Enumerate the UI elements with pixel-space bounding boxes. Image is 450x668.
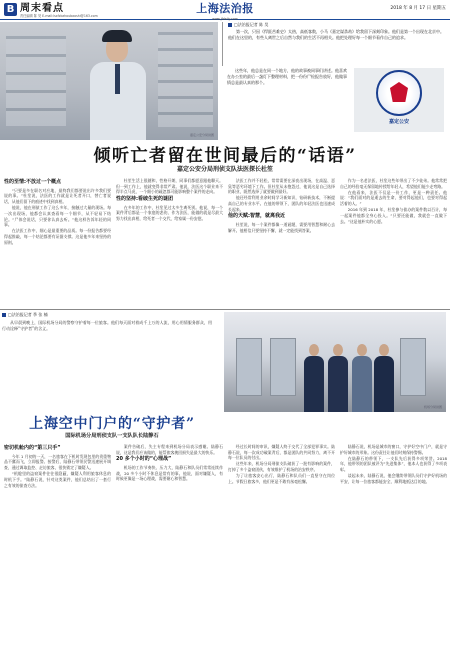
reporter-byline: □法治报记者 季 张 楠: [2, 312, 48, 318]
paragraph: 谈起未来，陆静石说，他会继续带领队员们守护好机场的平安，让每一位旅客都能安全、顺利地抵达目的地。: [340, 473, 447, 484]
paragraph: 为了让旅客安心出行，陆静石和队员们一直坚守在岗位上。节假日旅客多，他们更是不敢有丝毫松懈。: [228, 473, 335, 484]
article-column-1: [4, 178, 111, 328]
section-title: 周末看点: [20, 3, 64, 14]
section-heading: 性的坚持:看破生死的谜团: [116, 195, 174, 202]
paragraph: 作为一名老法医，杜笙这些年带出了不少徒弟。他常常把自己的经验毫无保留地传授给年轻人，希望他们能少走弯路。: [340, 178, 447, 189]
paragraph: 经过长时间的审讯，嫌疑人终于交代了全部犯罪事实。陆静石说，每一次成功破案背后，都是团队的共同努力，离不开每一位队员的付出。: [228, 444, 335, 461]
article-column-3: [228, 178, 335, 328]
photo-credit: 嘉定公安分局供图: [189, 132, 214, 137]
article-column-2: [116, 444, 223, 666]
masthead: [0, 0, 450, 20]
paragraph: 在法医工作中，细心是最重要的品质。每一份报告都要经得起推敲，每一个结论都要有证据支撑。这是他多年来坚持的原则。: [4, 228, 111, 245]
intro-box: [222, 22, 446, 66]
officer-figure: [88, 30, 148, 140]
paragraph: 在陆静石的带领下，一支队先后获得多项荣誉。2018 年，他带领的团队被评为“先进集体”，他本人也获得了多项表彰。: [340, 455, 447, 473]
photo-bookshelf: [6, 36, 66, 126]
paragraph: 在多年的工作中，杜笙见过太多生离死别。他说，每一个案件背后都是一个家庭的悲伤，作为法医，能做的就是尽最大努力找出真相，给死者一个交代，给家属一份安慰。: [116, 204, 223, 222]
intro-text: 从早晨到晚上，国际机场分局的警察守护着每一位旅客。他们每天面对着成千上万的人流，用心用情服务群众，用行动诠释“守护者”的含义。: [2, 320, 212, 331]
photo-credit: 机场分局供图: [423, 404, 442, 409]
paragraph: 陆静石说，机场是城市的窗口，守护好空中门户，就是守护好城市的形象。这份责任让他们时刻保持警惕。: [340, 444, 447, 455]
paragraph: 这些年来，机场分局刑侦支队破获了一批有影响的案件，打掉了多个盗窃团伙，有效维护了机场的治安秩序。: [228, 461, 335, 473]
headline: 倾听亡者留在世间最后的“话语”: [93, 146, 357, 166]
article-divider: [0, 309, 450, 310]
article-column-2: [116, 178, 223, 328]
website-link[interactable]: www.jfdaily.com: [212, 16, 238, 21]
subheadline: 嘉定公安分局刑侦支队法医探长杜笙: [176, 166, 273, 173]
airport-photo: [224, 312, 446, 412]
reporter-byline: □法治报记者 陈 昊: [228, 22, 446, 28]
officer-photo: [0, 22, 218, 140]
intro-aside: 这些年，他总是在同一个地方，他的故事被同事们讲述。他喜欢在办公室的最后一盏灯下整理材料，把一份份尸检报告放好，他做事情总是最认真的那个。: [227, 68, 347, 85]
article-column-3: [228, 444, 335, 666]
intro-text: 第一次，只因《悍匪苦难史》太热，高低客数，小马《嘉定谋杀劫》给我留下深刻印象。他们是第一个出现在北京中。他们在这里的，有些人离世之后自然与我们的生活不再相关。他把处理好每一个细节看作自己的追求。: [228, 28, 444, 40]
section-heading: 他的天赋:智慧，就离我近: [228, 213, 286, 220]
headline: 上海空中门户的“守护者”: [29, 416, 195, 432]
newspaper-brand: [185, 1, 265, 22]
paragraph: 机场的工作节奏快、压力大，陆静石和队员们常常连续作战，20 多个小时不休息是常有的事。他说，面对嫌疑人，有时候更像是一场心理战，需要耐心和智慧。: [116, 465, 223, 482]
section-header: [4, 2, 154, 18]
editors-line: 责任编辑 陈 昊 E-mail:lsxfzbzhoubaoshi@163.com: [20, 14, 98, 18]
subheadline: 国际机场分局刑侦支队一支队队长陆静石: [65, 433, 159, 439]
paragraph: 法医工作并不轻松，常常需要在深夜出现场，在高温、恶臭等恶劣环境下工作。但杜笙从未抱怨过，他说这是自己选择的职业，既然选择了就要做到最好。: [228, 178, 335, 195]
section-heading: 20 多个小时的“心理战”: [116, 456, 172, 463]
photo-bookshelf: [158, 32, 213, 127]
paragraph: “只要是多在职名对应地，最终我们都要说出许多我们要说的事。”杜笙说，法医的工作就是让死者开口，替亡者说话，从他们留下的痕迹中找到真相。: [4, 187, 111, 205]
issue-date: 2018 年 8 月 17 日 星期五: [390, 6, 446, 11]
paragraph: 杜笙说，每一个案件都像一道谜题，需要用智慧和耐心去解开。他相信只要坚持不懈，就一定能找到答案。: [228, 222, 335, 233]
article-column-4: [340, 178, 447, 328]
square-bullet-icon: [2, 313, 6, 317]
paragraph: 他还经常利用业余时间学习新知识，钻研新技术，不断提高自己的专业水平。在他的带领下，团队的年轻法医也迅速成长起来。: [228, 195, 335, 212]
section-heading: 性的至情:不放过一个概点: [4, 179, 62, 185]
page-badge: B: [4, 3, 17, 16]
square-bullet-icon: [228, 23, 232, 27]
paragraph: “机舱里的盗窃案件往往很隐蔽，嫌疑人利用旅客休息的时机下手。”陆静石说，针对这类案件，他们总结出了一套行之有效的侦查方法。: [4, 471, 111, 488]
paragraph: 案件告破后，失主专程来到机场分局表示感谢。陆静石说，这是我们应该做的，能帮旅客挽回损失是最大的快乐。: [116, 444, 223, 455]
paragraph: 今年 1 月初的一天，一名旅客在下机时发现包里的贵重物品不翼而飞，立即报警。接警后，陆静石带领民警迅速展开调查，通过调取监控、走访旅客，很快锁定了嫌疑人。: [4, 453, 111, 471]
emblem-caption: 嘉定公安: [388, 119, 409, 125]
paragraph: 杜笙生活上很随和，性格开朗，同事们都愿意跟他聊天。但一到工作上，他就变得非常严肃。他说，法医这个职业来不得半点马虎，一个细小的疏忽都可能影响整个案件的走向。: [116, 178, 223, 195]
article-column-1: [4, 444, 111, 666]
paragraph: 2016 年到 2018 年，杜笙参与侦办的案件数以百计，每一起案件他都全身心投入。“只要还能做，我就会一直做下去。”这是他朴实的心愿。: [340, 207, 447, 224]
article-column-4: [340, 444, 447, 666]
top-article: [0, 22, 450, 310]
newspaper-logo: 上海法治报: [196, 2, 254, 15]
paragraph: 在他看来，法医不仅是一份工作，更是一种责任。他说：“我们面对的是逝去的生命，要对得起他们，也要对得起活着的人。”: [340, 189, 447, 207]
paragraph: 他说，他在刑侦工作了这么多年，接触过大量的现场。每一次出现场，他都会认真查看每一个细节，从不轻易下结论。“尸体会说话，只要你认真去听。”他这样告诉年轻的同事。: [4, 205, 111, 228]
section-heading: 密切机舱内的“第三只手”: [4, 445, 61, 451]
police-emblem-photo: [354, 68, 444, 132]
police-badge-icon: [376, 70, 422, 116]
